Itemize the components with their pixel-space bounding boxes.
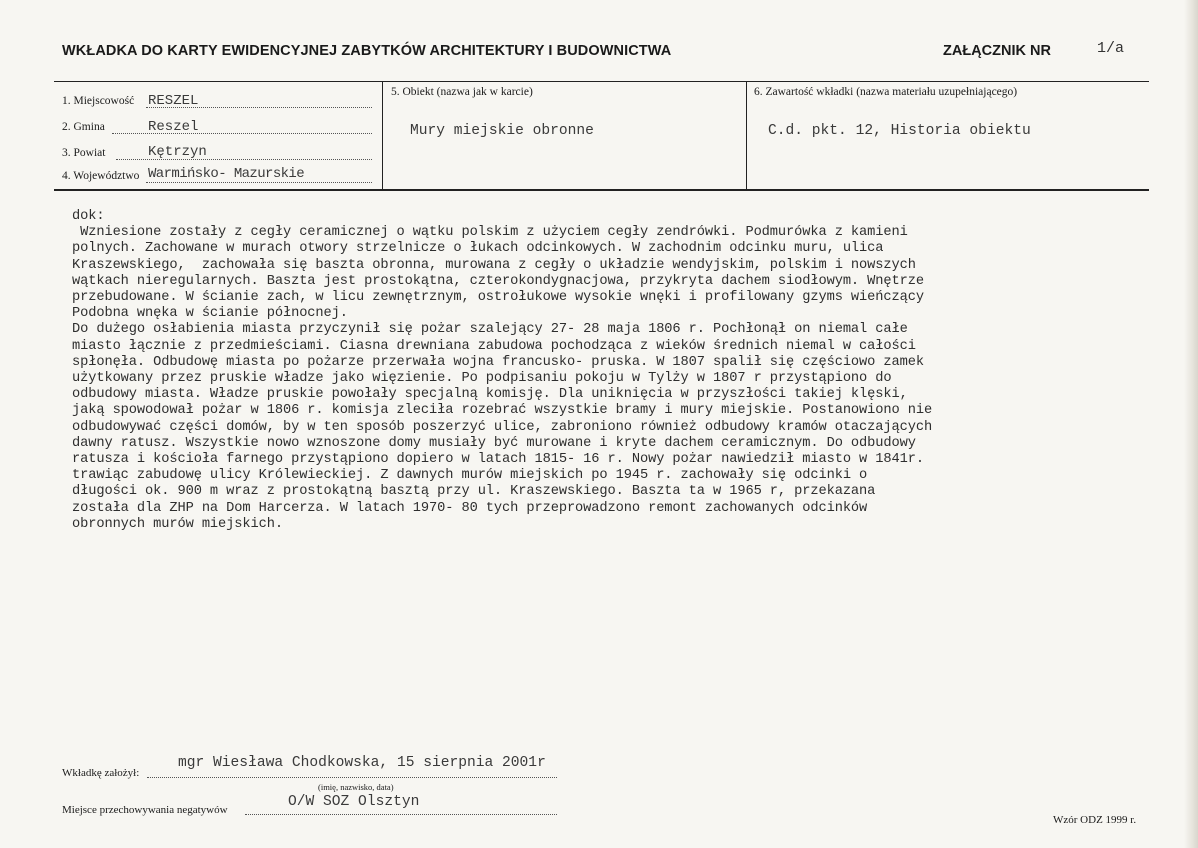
author-hint: (imię, nazwisko, data) xyxy=(318,782,394,792)
body-line: Wzniesione zostały z cegły ceramicznej o wątku polskim z użyciem cegły zendrówki. Podmurówka z kamieni xyxy=(72,225,908,241)
body-line: jaką spowodował pożar w 1806 r. komisja zleciła rozebrać wszystkie bramy i mury miejskie. Postanowiono nie xyxy=(72,403,933,419)
body-line: ratusza i kościoła farnego przystąpiono dopiero w latach 1815- 16 r. Nowy pożar nawiedził miasto w 1841r. xyxy=(72,452,924,468)
author-dots xyxy=(147,777,557,778)
storage-value: O/W SOZ Olsztyn xyxy=(288,794,420,810)
wojewodztwo-value: Warmińsko- Mazurskie xyxy=(148,166,305,182)
body-line: Podobna wnęka w ścianie północnej. xyxy=(72,306,348,322)
body-line: dok: xyxy=(72,209,105,224)
author-label: Wkładkę założył: xyxy=(62,767,140,779)
form-version: Wzór ODZ 1999 r. xyxy=(1053,814,1137,826)
storage-dots xyxy=(245,814,557,815)
table-divider-1 xyxy=(382,81,383,189)
object-value: Mury miejskie obronne xyxy=(410,123,594,139)
gmina-value: Reszel xyxy=(148,119,199,135)
body-line: długości ok. 900 m wraz z prostokątną basztą przy ul. Kraszewskiego. Baszta ta w 1965 r, przekazana xyxy=(72,484,876,500)
body-line: miasto łącznie z przedmieściami. Ciasna drewniana zabudowa pochodząca z wieków średnich niemal w całości xyxy=(72,338,916,354)
attachment-number: 1/a xyxy=(1097,40,1125,57)
body-line: Kraszewskiego, zachowała się baszta obronna, murowana z cegły o układzie wendyjskim, polskim i nowszych xyxy=(72,257,916,273)
body-line: trawiąc zabudowę ulicy Królewieckiej. Z dawnych murów miejskich po 1945 r. zachowały się odcinki o xyxy=(72,468,868,484)
body-line: została dla ZHP na Dom Harcerza. W latach 1970- 80 tych przeprowadzono remont zachowanych odcinków xyxy=(72,500,868,516)
author-value: mgr Wiesława Chodkowska, 15 sierpnia 2001r xyxy=(178,755,546,771)
page-edge-shadow xyxy=(1184,0,1198,848)
gmina-label: 2. Gmina xyxy=(62,121,105,133)
table-divider-2 xyxy=(746,81,747,189)
contents-value: C.d. pkt. 12, Historia obiektu xyxy=(768,123,1031,139)
body-line: dawny ratusz. Wszystkie nowo wznoszone domy musiały być murowane i kryte dachem ceramicznym. Do odbudowy xyxy=(72,435,916,451)
attachment-label: ZAŁĄCZNIK NR xyxy=(943,43,1051,59)
body-line: użytkowany przez pruskie władze jako więzienie. Po podpisaniu pokoju w Tylży w 1807 r przystąpiono do xyxy=(72,371,892,387)
body-line: wątkach nieregularnych. Baszta jest prostokątna, czterokondygnacjowa, przykryta dachem siodłowym. Wnętrze xyxy=(72,273,924,289)
body-line: przebudowane. W ścianie zach, w licu zewnętrznym, ostrołukowe wysokie wnęki i profilowany gzyms wieńczący xyxy=(72,290,924,306)
contents-label: 6. Zawartość wkładki (nazwa materiału uzupełniającego) xyxy=(754,86,1018,98)
body-line: Do dużego osłabienia miasta przyczynił się pożar szalejący 27- 28 maja 1806 r. Pochłonął on niemal całe xyxy=(72,322,908,338)
body-line: odbudowywać części domów, by w ten sposób poszerzyć ulice, zabroniono również odbudowy kramów otaczających xyxy=(72,419,933,435)
table-bottom-rule xyxy=(54,189,1149,191)
powiat-label: 3. Powiat xyxy=(62,147,106,159)
storage-label: Miejsce przechowywania negatywów xyxy=(62,804,228,816)
body-line: polnych. Zachowane w murach otwory strzelnicze o łukach odcinkowych. W zachodnim odcinku muru, ulica xyxy=(72,241,884,257)
wojewodztwo-label: 4. Województwo xyxy=(62,170,140,182)
table-top-rule xyxy=(54,81,1149,82)
wojewodztwo-dots xyxy=(146,182,372,183)
powiat-value: Kętrzyn xyxy=(148,144,207,160)
body-line: spłonęła. Odbudowę miasta po pożarze przerwała wojna francusko- pruska. W 1807 spalił się częściowo zamek xyxy=(72,354,924,370)
miejscowosc-label: 1. Miejscowość xyxy=(62,95,135,107)
history-body-text xyxy=(72,209,1167,533)
body-line: obronnych murów miejskich. xyxy=(72,516,283,532)
object-label: 5. Obiekt (nazwa jak w karcie) xyxy=(391,86,533,98)
miejscowosc-value: RESZEL xyxy=(148,93,199,109)
document-title: WKŁADKA DO KARTY EWIDENCYJNEJ ZABYTKÓW ARCHITEKTURY I BUDOWNICTWA xyxy=(62,43,672,59)
body-line: odbudowy miasta. Władze pruskie powołały specjalną komisję. Dla uniknięcia w przyszłości takiej klęski, xyxy=(72,387,908,403)
